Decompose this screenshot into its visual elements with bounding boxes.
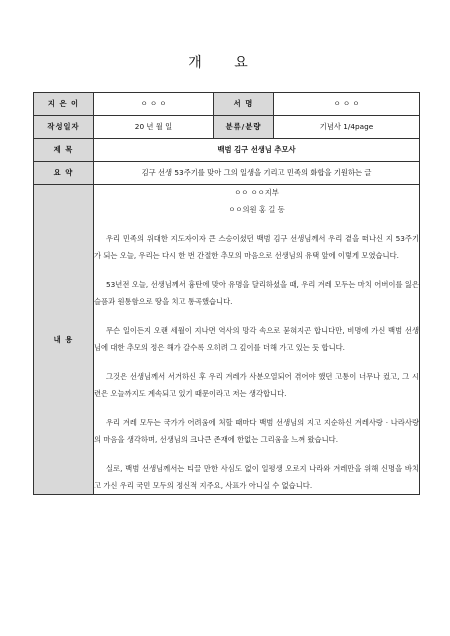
- paragraph: 우리 민족의 위대한 지도자이자 큰 스승이셨던 백범 김구 선생님께서 우리 곁을 떠나신 지 53주기가 되는 오늘, 우리는 다시 한 번 간절한 추모의 마음으로 선생님의 유택 앞에 이렇게 모였습니다.: [94, 234, 419, 260]
- paragraph: 우리 겨레 모두는 국가가 어려움에 처할 때마다 백범 선생님의 지고 지순하신 겨레사랑 · 나라사랑의 마음을 생각하며, 선생님의 크나큰 존재에 한없는 그리움을 느껴 왔습니다.: [94, 418, 419, 444]
- subject-row: [34, 139, 420, 162]
- subject-label: 제 목: [34, 139, 94, 162]
- subject-value: 백범 김구 선생님 추모사: [94, 139, 420, 162]
- paragraph: 무슨 일이든지 오랜 세월이 지나면 역사의 망각 속으로 묻혀지곤 합니다만, 비명에 가신 백범 선생님에 대한 추모의 정은 해가 갈수록 오히려 그 깊이를 더해 가고 있는 듯 합니다.: [94, 326, 419, 352]
- summary-value: 김구 선생 53주기를 맞아 그의 일생을 기리고 민족의 화합을 기원하는 글: [94, 162, 420, 185]
- signature-value: ㅇ ㅇ ㅇ: [274, 93, 420, 116]
- paragraph: 실로, 백범 선생님께서는 티끌 만한 사심도 없이 일평생 오로지 나라와 겨레만을 위해 신명을 바치고 가신 우리 국민 모두의 정신적 지주요, 사표가 아니실 수 없습니다.: [94, 464, 419, 490]
- overview-form: [33, 92, 420, 495]
- org-line: ㅇㅇ ㅇㅇ지부: [234, 188, 279, 197]
- category-label: 분류/분량: [214, 116, 274, 139]
- paragraph: 그것은 선생님께서 서거하신 후 우리 겨레가 사분오열되어 겪어야 했던 고통이 너무나 컸고, 그 시련은 오늘까지도 계속되고 있기 때문이라고 저는 생각합니다.: [94, 372, 419, 398]
- signature-label: 서 명: [214, 93, 274, 116]
- body-row: [34, 185, 420, 495]
- author-value: ㅇ ㅇ ㅇ: [94, 93, 214, 116]
- author-label: 지 은 이: [34, 93, 94, 116]
- category-value: 기념사 1/4page: [274, 116, 420, 139]
- author-row: [34, 93, 420, 116]
- date-value: 20 년 월 일: [94, 116, 214, 139]
- summary-label: 요 약: [34, 162, 94, 185]
- date-row: [34, 116, 420, 139]
- member-line: ㅇㅇ의원 홍 길 동: [228, 204, 285, 214]
- body-label: 내 용: [34, 185, 94, 495]
- page-title: 개 요: [188, 55, 262, 71]
- summary-row: [34, 162, 420, 185]
- paragraph: 53년전 오늘, 선생님께서 흉탄에 맞아 유명을 달리하셨을 때, 우리 겨레 모두는 마치 어버이를 잃은 슬픔과 원통함으로 땅을 치고 통곡했습니다.: [94, 280, 419, 306]
- body-content: [94, 185, 420, 495]
- date-label: 작성일자: [34, 116, 94, 139]
